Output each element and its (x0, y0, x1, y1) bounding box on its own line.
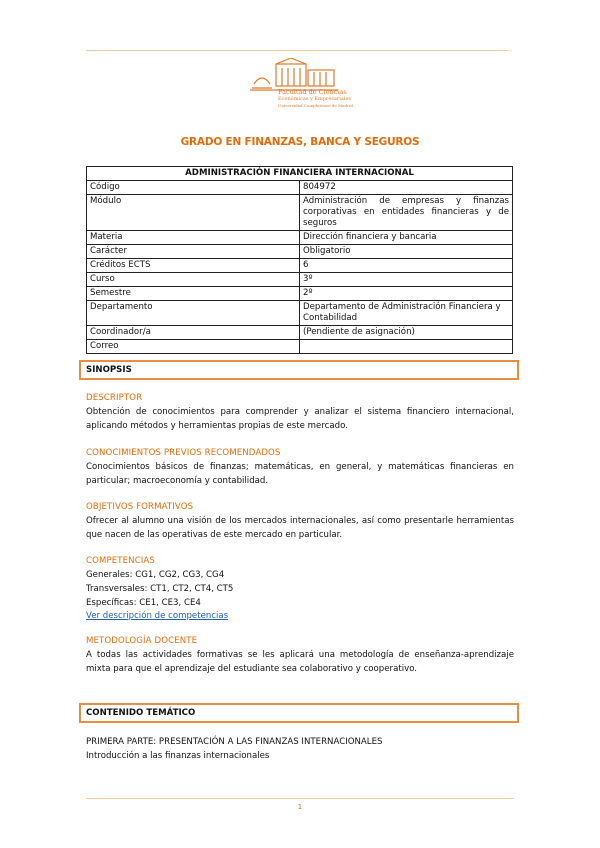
content-item: Introducción a las finanzas internacionales (86, 751, 270, 761)
table-row (87, 195, 513, 231)
metodologia-text: A todas las actividades formativas se les aplicará una metodología de enseñanza-aprendizaje mixta para que el aprendizaje del estudiante sea colaborativo y cooperativo. (86, 650, 514, 674)
page-number: 1 (297, 803, 303, 811)
table-row (87, 259, 513, 273)
table-row (87, 340, 513, 354)
row-label: Correo (87, 340, 300, 354)
section-contenido: CONTENIDO TEMÁTICO (79, 703, 519, 723)
row-label: Departamento (87, 301, 300, 326)
row-value: Administración de empresas y finanzas corporativas en entidades financieras y de seguros (300, 195, 513, 231)
logo-text-faculty: Facultad de Ciencias (278, 88, 347, 96)
competencias-transversales: Transversales: CT1, CT2, CT4, CT5 (86, 584, 234, 594)
competencias-link-line (86, 610, 514, 624)
table-row (87, 245, 513, 259)
logo-text-economics: Económicas y Empresariales (278, 96, 351, 102)
row-value: 3º (300, 273, 513, 287)
row-label: Semestre (87, 287, 300, 301)
row-value: 2º (300, 287, 513, 301)
course-info-table (86, 166, 513, 354)
competencias-generales: Generales: CG1, CG2, CG3, CG4 (86, 570, 225, 580)
row-value: Obligatorio (300, 245, 513, 259)
descriptor-text: Obtención de conocimientos para comprender y analizar el sistema financiero internacional, aplicando métodos y herramientas propias de este mercado. (86, 407, 514, 431)
row-label: Coordinador/a (87, 326, 300, 340)
row-label: Curso (87, 273, 300, 287)
row-value (300, 340, 513, 354)
competencias-especificas: Específicas: CE1, CE3, CE4 (86, 598, 201, 608)
prev-knowledge-heading: CONOCIMIENTOS PREVIOS RECOMENDADOS (86, 448, 281, 458)
header-rule (86, 50, 508, 51)
row-label: Módulo (87, 195, 300, 231)
row-value: Dirección financiera y bancaria (300, 231, 513, 245)
table-row (87, 273, 513, 287)
row-label: Materia (87, 231, 300, 245)
course-title: ADMINISTRACIÓN FINANCIERA INTERNACIONAL (87, 167, 513, 181)
metodologia-heading: METODOLOGÍA DOCENTE (86, 636, 198, 646)
footer-rule (86, 798, 514, 799)
table-row (87, 287, 513, 301)
table-row (87, 231, 513, 245)
prev-knowledge-text: Conocimientos básicos de finanzas; matemáticas, en general, y matemáticas financieras en particular; macroeconomía y contabilidad. (86, 462, 514, 486)
row-value: (Pendiente de asignación) (300, 326, 513, 340)
row-value: 6 (300, 259, 513, 273)
table-row (87, 326, 513, 340)
objectives-text: Ofrecer al alumno una visión de los mercados internacionales, así como presentarle herramientas que nacen de las operativas de este mercado en particular. (86, 516, 514, 540)
section-sinopsis: SINOPSIS (79, 360, 519, 380)
row-value: 804972 (300, 181, 513, 195)
row-label: Carácter (87, 245, 300, 259)
degree-title: GRADO EN FINANZAS, BANCA Y SEGUROS (180, 136, 420, 148)
descriptor-heading: DESCRIPTOR (86, 393, 143, 403)
competencias-heading: COMPETENCIAS (86, 556, 155, 566)
table-row (87, 181, 513, 195)
row-label: Código (87, 181, 300, 195)
competencias-link[interactable]: Ver descripción de competencias (86, 611, 229, 621)
logo-text-university: Universidad Complutense de Madrid (278, 103, 353, 108)
objectives-heading: OBJETIVOS FORMATIVOS (86, 502, 194, 512)
table-row (87, 301, 513, 326)
content-part-heading: PRIMERA PARTE: PRESENTACIÓN A LAS FINANZAS INTERNACIONALES (86, 737, 383, 747)
table-header-row (87, 167, 513, 181)
row-label: Créditos ECTS (87, 259, 300, 273)
row-value: Departamento de Administración Financiera y Contabilidad (300, 301, 513, 326)
